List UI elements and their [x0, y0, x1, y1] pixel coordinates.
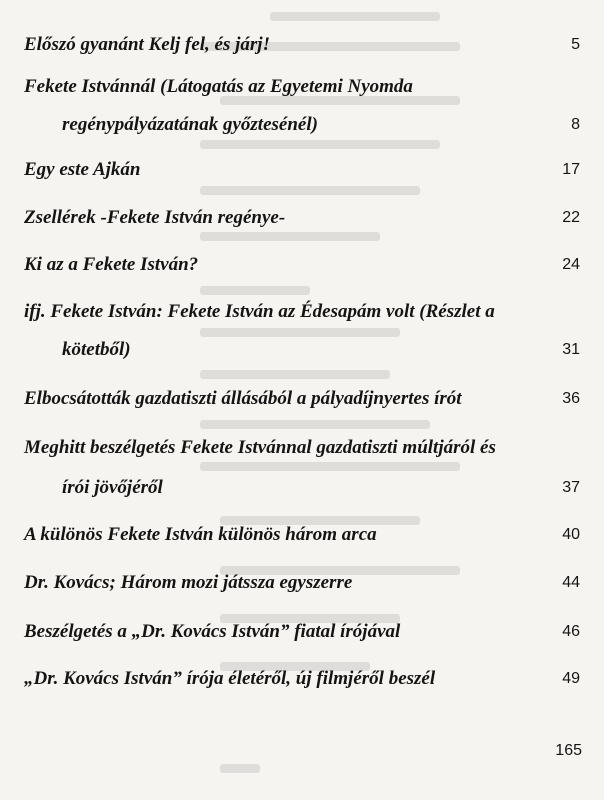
toc-entry-page: 46 [562, 623, 580, 640]
toc-entry-page: 8 [571, 116, 580, 133]
toc-entry-title: „Dr. Kovács István” írója életéről, új filmjéről beszél [24, 668, 436, 689]
toc-entry-title: Meghitt beszélgetés Fekete Istvánnal gazdatiszti múltjáról és [24, 437, 496, 458]
toc-entry-page: 5 [571, 36, 580, 53]
toc-entry-title: Dr. Kovács; Három mozi játssza egyszerre [24, 572, 353, 593]
toc-entry-page: 31 [562, 341, 580, 358]
toc-entry-title: Zsellérek -Fekete István regénye- [24, 207, 286, 228]
toc-entry-page: 37 [562, 479, 580, 496]
toc-entry-title: Elbocsátották gazdatiszti állásából a pályadíjnyertes írót [24, 388, 462, 409]
toc-entry-title: Fekete Istvánnál (Látogatás az Egyetemi Nyomda [24, 76, 413, 97]
toc-entry-page: 17 [562, 161, 580, 178]
page-number: 165 [555, 742, 582, 759]
toc-entry-title: Előszó gyanánt Kelj fel, és járj! [24, 34, 270, 55]
toc-entry-page: 24 [562, 256, 580, 273]
toc-entry-title: Beszélgetés a „Dr. Kovács István” fiatal írójával [24, 621, 401, 642]
toc-entry-title: ifj. Fekete István: Fekete István az Édesapám volt (Részlet a [24, 301, 495, 322]
toc-entry-title-continued: regénypályázatának győztesénél) [62, 114, 318, 135]
toc-entry-title: Egy este Ajkán [24, 159, 141, 180]
toc-entry-title: Ki az a Fekete István? [24, 254, 199, 275]
toc-entry-page: 44 [562, 574, 580, 591]
toc-entry-title-continued: kötetből) [62, 339, 131, 360]
toc-entry-page: 49 [562, 670, 580, 687]
toc-entry-page: 22 [562, 209, 580, 226]
toc-entry-page: 40 [562, 526, 580, 543]
toc-entry-page: 36 [562, 390, 580, 407]
toc-entry-title-continued: írói jövőjéről [62, 477, 163, 498]
toc-entry-title: A különös Fekete István különös három arca [24, 524, 377, 545]
